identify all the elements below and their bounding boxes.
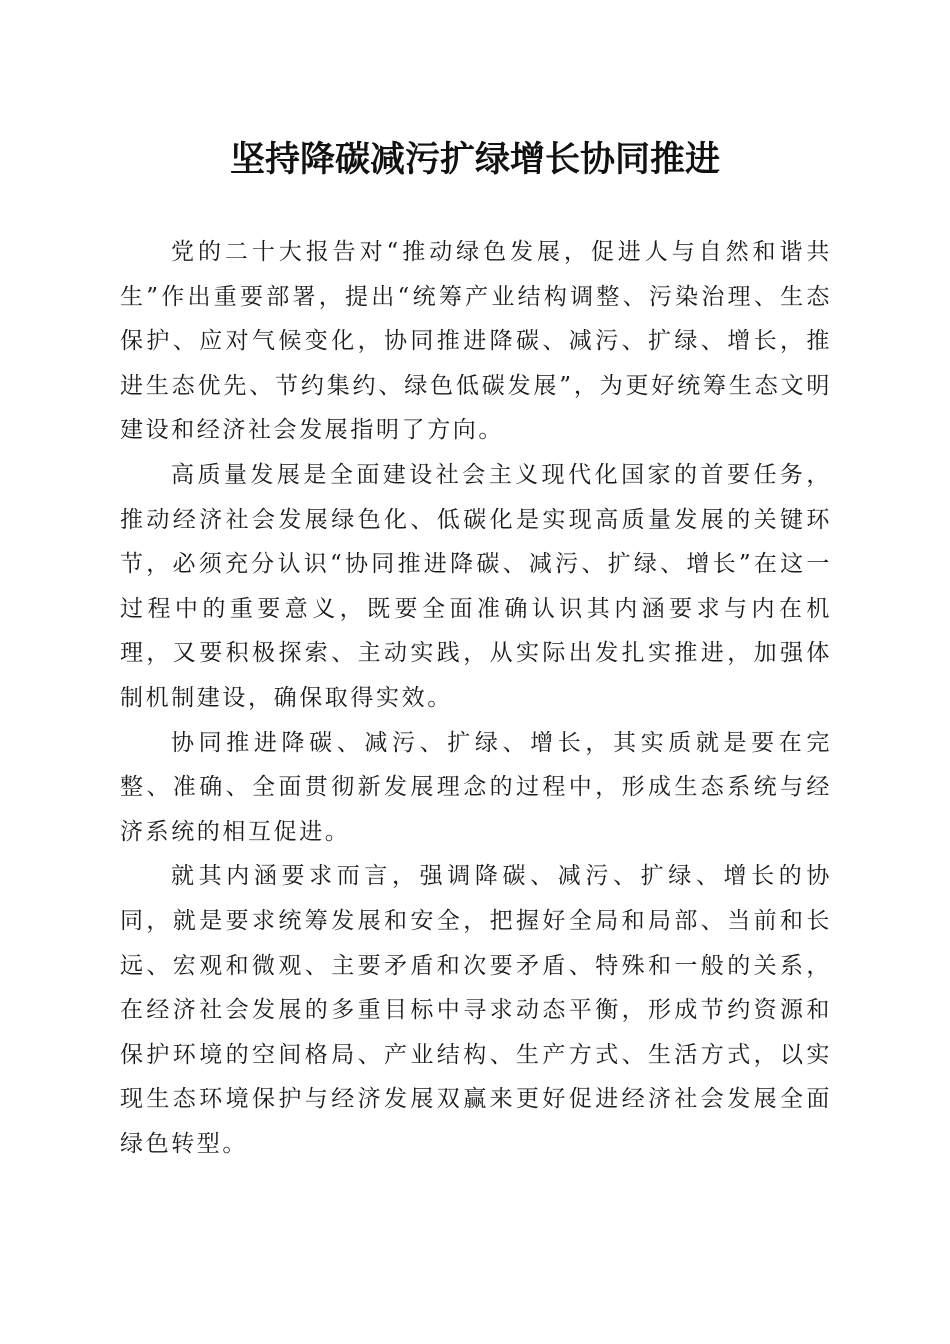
paragraph-1: 党的二十大报告对“推动绿色发展，促进人与自然和谐共生”作出重要部署，提出“统筹产业结构调整、污染治理、生态保护、应对气候变化，协同推进降碳、减污、扩绿、增长，推进生态优先、节约集约、绿色低碳发展”，为更好统筹生态文明建设和经济社会发展指明了方向。 [120, 239, 832, 444]
paragraph-4: 就其内涵要求而言，强调降碳、减污、扩绿、增长的协同，就是要求统筹发展和安全，把握好全局和局部、当前和长远、宏观和微观、主要矛盾和次要矛盾、特殊和一般的关系，在经济社会发展的多重目标中寻求动态平衡，形成节约资源和保护环境的空间格局、产业结构、生产方式、生活方式，以实现生态环境保护与经济发展双赢来更好促进经济社会发展全面绿色转型。 [120, 863, 832, 1157]
paragraph-2: 高质量发展是全面建设社会主义现代化国家的首要任务，推动经济社会发展绿色化、低碳化是实现高质量发展的关键环节，必须充分认识“协同推进降碳、减污、扩绿、增长”在这一过程中的重要意义，既要全面准确认识其内涵要求与内在机理，又要积极探索、主动实践，从实际出发扎实推进，加强体制机制建设，确保取得实效。 [120, 461, 832, 711]
paragraph-3: 协同推进降碳、减污、扩绿、增长，其实质就是要在完整、准确、全面贯彻新发展理念的过程中，形成生态系统与经济系统的相互促进。 [120, 729, 832, 845]
document-body [120, 230, 832, 1166]
document-title: 坚持降碳减污扩绿增长协同推进 [229, 139, 720, 180]
